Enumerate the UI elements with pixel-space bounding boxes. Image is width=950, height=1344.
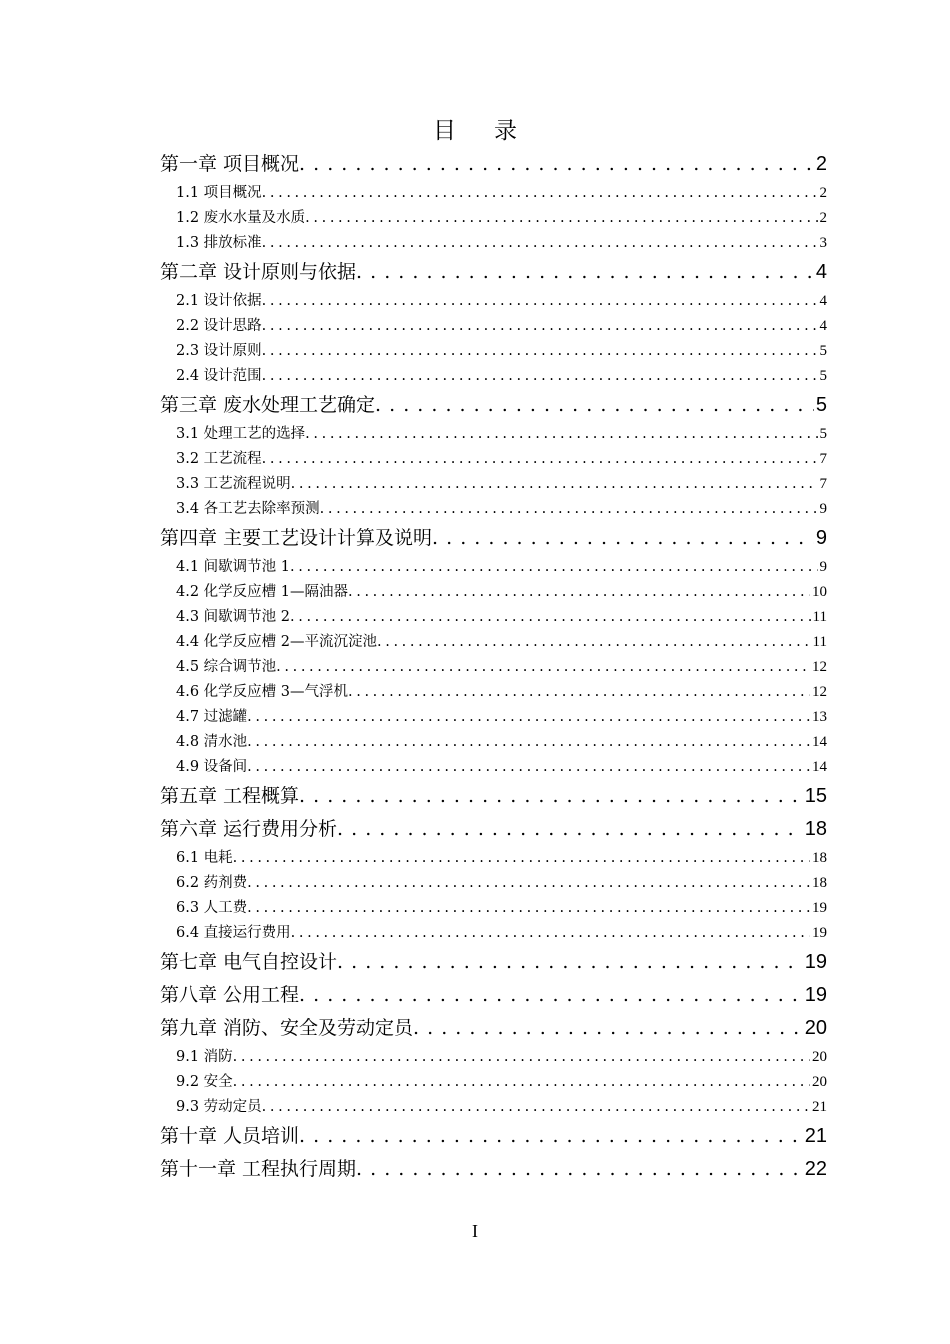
toc-entry-label: 6.4 直接运行费用 [176, 925, 291, 941]
toc-entry-label: 第三章 废水处理工艺确定 [160, 394, 376, 416]
toc-leader-dots [348, 680, 810, 705]
toc-entry-label: 第四章 主要工艺设计计算及说明 [160, 527, 433, 549]
toc-entry-label: 2.1 设计依据 [176, 293, 262, 309]
toc-entry-label: 1.2 废水水量及水质 [176, 210, 306, 226]
toc-entry-page-number: 18 [804, 818, 827, 840]
toc-entry-label: 4.1 间歇调节池 1 [176, 559, 291, 575]
toc-entry-label: 3.3 工艺流程说明 [176, 476, 291, 492]
toc-entry-page-number: 5 [819, 368, 827, 384]
toc-leader-dots [375, 389, 814, 422]
toc-entry-label: 6.3 人工费 [176, 900, 248, 916]
toc-entry-page-number: 15 [804, 785, 827, 807]
toc-entry-page-number: 19 [812, 900, 827, 916]
toc-leader-dots [262, 314, 818, 339]
toc-leader-dots [262, 339, 818, 364]
toc-entry-label: 3.1 处理工艺的选择 [176, 426, 306, 442]
toc-leader-dots [262, 1095, 810, 1120]
toc-leader-dots [262, 447, 818, 472]
toc-entry-page-number: 20 [812, 1049, 827, 1065]
toc-leader-dots [262, 364, 818, 389]
toc-entry-page-number: 12 [812, 684, 827, 700]
toc-entry-label: 9.2 安全 [176, 1074, 233, 1090]
toc-chapter-entry[interactable] [160, 780, 827, 813]
toc-entry-label: 3.4 各工艺去除率预测 [176, 501, 320, 517]
toc-section-entry[interactable] [160, 181, 827, 206]
toc-chapter-entry[interactable] [160, 1153, 827, 1186]
toc-entry-label: 6.1 电耗 [176, 850, 233, 866]
toc-entry-label: 第五章 工程概算 [160, 785, 300, 807]
toc-section-entry[interactable] [160, 289, 827, 314]
toc-entry-label: 第十一章 工程执行周期 [160, 1158, 357, 1180]
toc-entry-page-number: 4 [819, 293, 827, 309]
toc-entry-page-number: 18 [812, 875, 827, 891]
toc-leader-dots [305, 422, 817, 447]
toc-entry-page-number: 4 [815, 261, 827, 283]
toc-leader-dots [299, 979, 803, 1012]
toc-entry-page-number: 10 [812, 584, 827, 600]
page-number-footer: I [472, 1221, 478, 1241]
toc-leader-dots [356, 1153, 803, 1186]
toc-leader-dots [337, 946, 803, 979]
toc-entry-page-number: 2 [815, 153, 827, 175]
toc-section-entry[interactable] [160, 871, 827, 896]
toc-entry-label: 4.6 化学反应槽 3—气浮机 [176, 684, 349, 700]
toc-entry-label: 第八章 公用工程 [160, 984, 300, 1006]
toc-entry-label: 9.3 劳动定员 [176, 1099, 262, 1115]
toc-section-entry[interactable] [160, 555, 827, 580]
toc-entry-page-number: 20 [804, 1017, 827, 1039]
toc-entry-page-number: 7 [819, 451, 827, 467]
toc-chapter-entry[interactable] [160, 1120, 827, 1153]
toc-entry-label: 4.8 清水池 [176, 734, 248, 750]
toc-entry-page-number: 20 [812, 1074, 827, 1090]
toc-entry-label: 第七章 电气自控设计 [160, 951, 338, 973]
toc-chapter-entry[interactable] [160, 522, 827, 555]
toc-leader-dots [291, 921, 810, 946]
toc-leader-dots [299, 780, 803, 813]
toc-leader-dots [299, 1120, 803, 1153]
toc-section-entry[interactable] [160, 497, 827, 522]
toc-entry-page-number: 5 [815, 394, 827, 416]
toc-entry-label: 4.4 化学反应槽 2—平流沉淀池 [176, 634, 378, 650]
toc-entry-label: 6.2 药剂费 [176, 875, 248, 891]
toc-entry-page-number: 19 [812, 925, 827, 941]
toc-entry-page-number: 9 [819, 559, 827, 575]
toc-leader-dots [290, 555, 817, 580]
toc-entry-label: 第一章 项目概况 [160, 153, 300, 175]
toc-section-entry[interactable] [160, 680, 827, 705]
toc-entry-label: 2.2 设计思路 [176, 318, 262, 334]
toc-section-entry[interactable] [160, 896, 827, 921]
toc-section-entry[interactable] [160, 364, 827, 389]
toc-leader-dots [291, 472, 818, 497]
toc-leader-dots [233, 1070, 810, 1095]
toc-entry-label: 4.2 化学反应槽 1—隔油器 [176, 584, 349, 600]
toc-leader-dots [247, 730, 810, 755]
toc-entry-page-number: 11 [812, 634, 827, 650]
toc-entry-label: 4.9 设备间 [176, 759, 248, 775]
toc-chapter-entry[interactable] [160, 813, 827, 846]
toc-leader-dots [262, 231, 818, 256]
toc-leader-dots [299, 148, 814, 181]
table-of-contents [160, 148, 827, 1186]
toc-section-entry[interactable] [160, 314, 827, 339]
toc-entry-label: 2.4 设计范围 [176, 368, 262, 384]
toc-section-entry[interactable] [160, 730, 827, 755]
toc-heading-right: 录 [494, 118, 517, 144]
toc-leader-dots [432, 522, 814, 555]
toc-section-entry[interactable] [160, 846, 827, 871]
toc-chapter-entry[interactable] [160, 148, 827, 181]
toc-entry-page-number: 9 [815, 527, 827, 549]
toc-leader-dots [247, 755, 810, 780]
toc-leader-dots [377, 630, 811, 655]
toc-entry-page-number: 3 [819, 235, 827, 251]
toc-entry-page-number: 5 [819, 426, 827, 442]
toc-section-entry[interactable] [160, 1045, 827, 1070]
toc-section-entry[interactable] [160, 422, 827, 447]
toc-leader-dots [320, 497, 818, 522]
toc-entry-page-number: 9 [819, 501, 827, 517]
toc-entry-label: 3.2 工艺流程 [176, 451, 262, 467]
toc-entry-page-number: 18 [812, 850, 827, 866]
toc-entry-page-number: 2 [819, 210, 827, 226]
toc-entry-page-number: 19 [804, 951, 827, 973]
toc-leader-dots [247, 896, 810, 921]
toc-entry-page-number: 12 [812, 659, 827, 675]
toc-entry-page-number: 14 [812, 734, 827, 750]
toc-leader-dots [305, 206, 817, 231]
toc-section-entry[interactable] [160, 1070, 827, 1095]
toc-leader-dots [290, 605, 811, 630]
toc-section-entry[interactable] [160, 1095, 827, 1120]
toc-section-entry[interactable] [160, 630, 827, 655]
toc-entry-page-number: 21 [804, 1125, 827, 1147]
toc-section-entry[interactable] [160, 472, 827, 497]
toc-chapter-entry[interactable] [160, 256, 827, 289]
toc-entry-page-number: 14 [812, 759, 827, 775]
toc-entry-label: 2.3 设计原则 [176, 343, 262, 359]
toc-chapter-entry[interactable] [160, 1012, 827, 1045]
toc-entry-page-number: 11 [812, 609, 827, 625]
toc-entry-label: 1.1 项目概况 [176, 185, 262, 201]
toc-chapter-entry[interactable] [160, 389, 827, 422]
toc-entry-label: 4.3 间歇调节池 2 [176, 609, 291, 625]
toc-entry-page-number: 21 [812, 1099, 827, 1115]
toc-entry-page-number: 19 [804, 984, 827, 1006]
toc-section-entry[interactable] [160, 447, 827, 472]
toc-section-entry[interactable] [160, 339, 827, 364]
toc-heading-left: 目 [433, 118, 456, 144]
toc-section-entry[interactable] [160, 605, 827, 630]
toc-entry-label: 第九章 消防、安全及劳动定员 [160, 1017, 414, 1039]
toc-entry-label: 第十章 人员培训 [160, 1125, 300, 1147]
toc-entry-label: 4.5 综合调节池 [176, 659, 277, 675]
toc-section-entry[interactable] [160, 755, 827, 780]
toc-leader-dots [356, 256, 814, 289]
toc-leader-dots [247, 871, 810, 896]
toc-leader-dots [337, 813, 803, 846]
toc-chapter-entry[interactable] [160, 979, 827, 1012]
toc-entry-label: 第六章 运行费用分析 [160, 818, 338, 840]
toc-leader-dots [262, 289, 818, 314]
toc-entry-page-number: 7 [819, 476, 827, 492]
toc-leader-dots [247, 705, 810, 730]
toc-leader-dots [413, 1012, 803, 1045]
toc-leader-dots [262, 181, 818, 206]
toc-leader-dots [348, 580, 810, 605]
toc-heading [0, 112, 950, 145]
toc-section-entry[interactable] [160, 580, 827, 605]
toc-section-entry[interactable] [160, 705, 827, 730]
toc-chapter-entry[interactable] [160, 946, 827, 979]
toc-entry-page-number: 13 [812, 709, 827, 725]
toc-entry-page-number: 4 [819, 318, 827, 334]
toc-entry-page-number: 22 [804, 1158, 827, 1180]
toc-section-entry[interactable] [160, 921, 827, 946]
toc-section-entry[interactable] [160, 231, 827, 256]
toc-section-entry[interactable] [160, 206, 827, 231]
toc-section-entry[interactable] [160, 655, 827, 680]
toc-entry-page-number: 5 [819, 343, 827, 359]
toc-leader-dots [276, 655, 810, 680]
toc-leader-dots [233, 1045, 810, 1070]
toc-entry-label: 第二章 设计原则与依据 [160, 261, 357, 283]
toc-leader-dots [233, 846, 810, 871]
toc-entry-label: 4.7 过滤罐 [176, 709, 248, 725]
toc-entry-page-number: 2 [819, 185, 827, 201]
toc-entry-label: 9.1 消防 [176, 1049, 233, 1065]
toc-entry-label: 1.3 排放标准 [176, 235, 262, 251]
